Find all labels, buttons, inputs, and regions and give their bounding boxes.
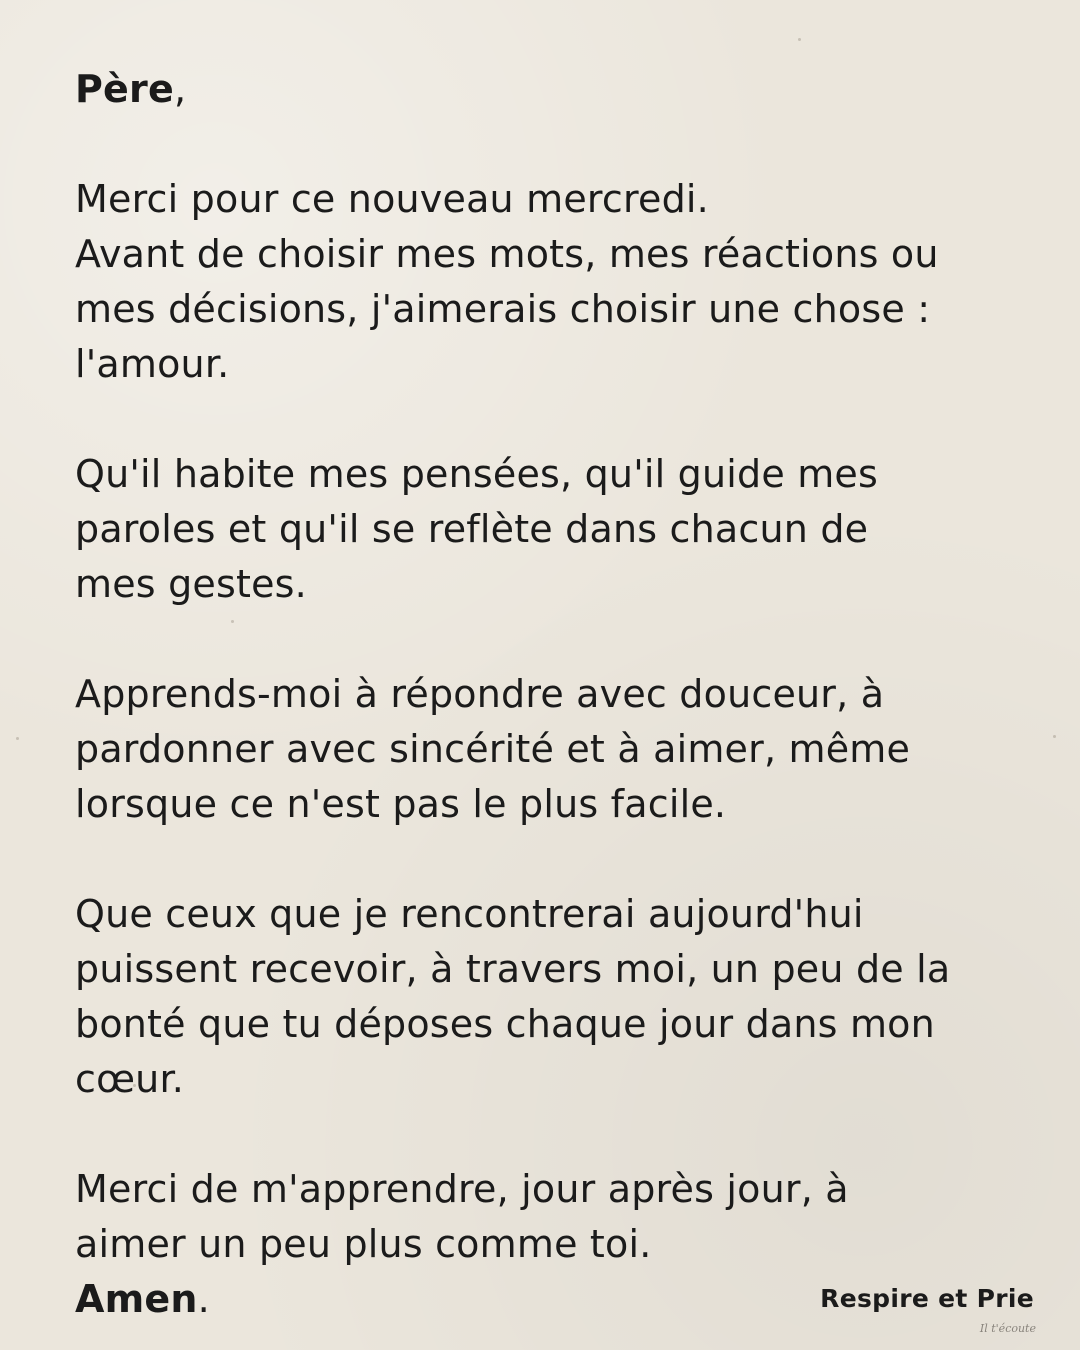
- salutation: [75, 62, 1025, 117]
- brand-signature: Respire et Prie: [820, 1284, 1034, 1313]
- salutation-word: Père: [75, 67, 174, 111]
- paragraph-gap: [75, 612, 1025, 667]
- prayer-line: Que ceux que je rencontrerai aujourd'hui: [75, 892, 864, 936]
- closing-word: Amen: [75, 1277, 198, 1321]
- paper-speck: [798, 38, 801, 41]
- prayer-line: Qu'il habite mes pensées, qu'il guide mes: [75, 452, 878, 496]
- prayer-line: puissent recevoir, à travers moi, un peu de la: [75, 947, 951, 991]
- watermark: Il t'écoute: [979, 1322, 1036, 1335]
- prayer-line: l'amour.: [75, 342, 230, 386]
- prayer-line: lorsque ce n'est pas le plus facile.: [75, 782, 727, 826]
- prayer-line: Merci pour ce nouveau mercredi.: [75, 177, 709, 221]
- prayer-line: mes décisions, j'aimerais choisir une chose :: [75, 287, 931, 331]
- prayer-line: Merci de m'apprendre, jour après jour, à: [75, 1167, 849, 1211]
- prayer-line: cœur.: [75, 1057, 185, 1101]
- closing-punct: .: [197, 1277, 210, 1321]
- prayer-line: pardonner avec sincérité et à aimer, même: [75, 727, 911, 771]
- prayer-line: paroles et qu'il se reflète dans chacun de: [75, 507, 869, 551]
- prayer-text: [75, 62, 1025, 1327]
- paper-speck: [1053, 735, 1056, 738]
- prayer-line: Avant de choisir mes mots, mes réactions ou: [75, 232, 939, 276]
- paragraph-gap: [75, 392, 1025, 447]
- paragraph-gap: [75, 1107, 1025, 1162]
- prayer-line: mes gestes.: [75, 562, 307, 606]
- salutation-punct: ,: [173, 67, 187, 111]
- prayer-line: Apprends-moi à répondre avec douceur, à: [75, 672, 885, 716]
- prayer-line: aimer un peu plus comme toi.: [75, 1222, 652, 1266]
- prayer-line: bonté que tu déposes chaque jour dans mon: [75, 1002, 935, 1046]
- paragraph-gap: [75, 832, 1025, 887]
- paragraph-gap: [75, 117, 1025, 172]
- paper-speck: [16, 737, 19, 740]
